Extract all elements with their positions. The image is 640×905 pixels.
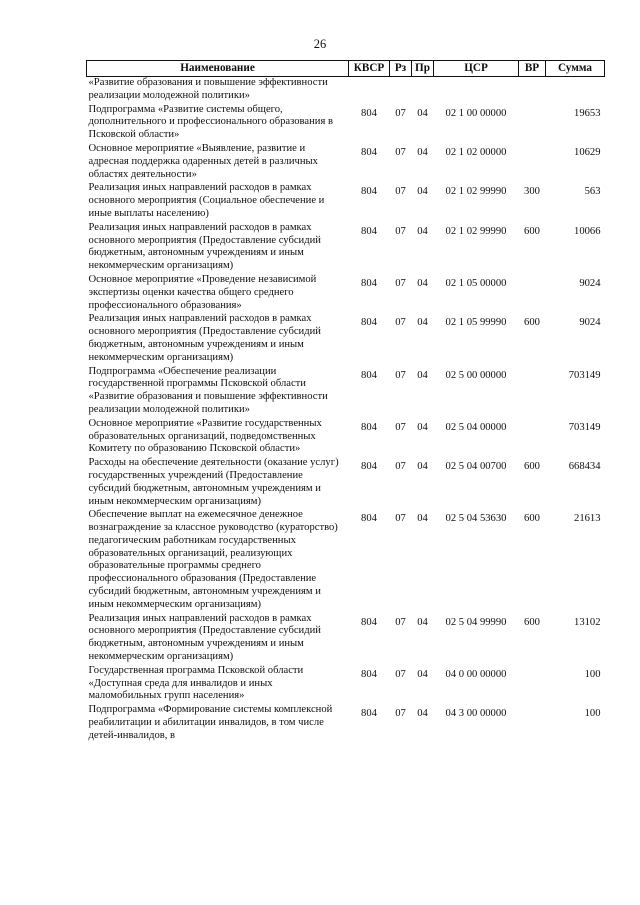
cell-csr: 02 1 02 99990 xyxy=(445,186,507,198)
cell-sum: 13102 xyxy=(574,616,601,628)
table-row xyxy=(87,77,605,104)
cell-rz xyxy=(390,77,412,104)
cell-rz: 07 xyxy=(395,461,406,473)
cell-sum: 19653 xyxy=(574,107,601,119)
cell-pr: 04 xyxy=(417,277,428,289)
cell-vr: 600 xyxy=(524,513,540,525)
cell-csr: 02 5 04 00000 xyxy=(445,421,507,433)
cell-rz: 07 xyxy=(395,616,406,628)
cell-rz: 07 xyxy=(395,277,406,289)
cell-kvsr: 804 xyxy=(361,616,377,628)
cell-vr xyxy=(519,143,546,182)
cell-sum: 703149 xyxy=(568,421,601,433)
header-vr: ВР xyxy=(519,61,546,77)
cell-csr: 02 5 00 00000 xyxy=(445,369,507,381)
cell-pr: 04 xyxy=(417,513,428,525)
cell-pr: 04 xyxy=(417,369,428,381)
cell-vr: 600 xyxy=(524,225,540,237)
cell-name: Государственная программа Псковской области «Доступная среда для инвалидов и иных маломобильных групп населения» xyxy=(88,664,304,702)
cell-sum: 563 xyxy=(584,186,601,198)
cell-pr: 04 xyxy=(417,461,428,473)
cell-csr: 04 3 00 00000 xyxy=(445,708,507,720)
cell-kvsr: 804 xyxy=(361,421,377,433)
cell-name: Подпрограмма «Формирование системы комплексной реабилитации и абилитации инвалидов, в том числе детей-инвалидов, в xyxy=(88,704,333,741)
cell-rz: 07 xyxy=(395,225,406,237)
cell-vr: 600 xyxy=(524,461,540,473)
cell-name: Расходы на обеспечение деятельности (оказание услуг) государственных учреждений (Предоставление субсидий бюджетным, автономным учреждениям и иным некоммерческим организациям) xyxy=(88,457,339,507)
cell-name: Подпрограмма «Развитие системы общего, дополнительного и профессионального образования в Псковской области» xyxy=(88,103,333,141)
cell-sum: 100 xyxy=(584,708,601,720)
cell-kvsr: 804 xyxy=(361,277,377,289)
cell-vr xyxy=(519,274,546,313)
cell-rz: 07 xyxy=(395,421,406,433)
cell-kvsr: 804 xyxy=(361,225,377,237)
cell-kvsr: 804 xyxy=(361,708,377,720)
cell-name: Основное мероприятие «Развитие государственных образовательных организаций, подведомственных Комитету по образованию Псковской области» xyxy=(88,417,322,455)
table-row xyxy=(87,366,605,418)
cell-kvsr: 804 xyxy=(361,668,377,680)
cell-vr xyxy=(519,77,546,104)
header-kvsr: КВСР xyxy=(349,61,390,77)
cell-sum: 100 xyxy=(584,668,601,680)
table-row xyxy=(87,274,605,313)
cell-name: Реализация иных направлений расходов в рамках основного мероприятия (Предоставление субсидий бюджетным, автономным учреждениям и иным некоммерческим организациям) xyxy=(88,313,321,363)
cell-sum: 9024 xyxy=(579,317,601,329)
header-row xyxy=(87,61,605,77)
table-row xyxy=(87,104,605,143)
table-row xyxy=(87,418,605,457)
table-row xyxy=(87,143,605,182)
page-number: 26 xyxy=(313,37,327,51)
cell-sum: 10629 xyxy=(574,146,601,158)
cell-vr xyxy=(519,366,546,418)
cell-csr: 02 5 04 99990 xyxy=(445,616,507,628)
cell-csr: 02 1 05 99990 xyxy=(445,317,507,329)
cell-pr: 04 xyxy=(417,616,428,628)
cell-kvsr: 804 xyxy=(361,513,377,525)
cell-rz: 07 xyxy=(395,107,406,119)
cell-pr: 04 xyxy=(417,186,428,198)
cell-pr: 04 xyxy=(417,421,428,433)
table-row xyxy=(87,613,605,665)
cell-csr: 02 5 04 53630 xyxy=(445,513,507,525)
cell-name: Основное мероприятие «Проведение независимой экспертизы оценки качества общего среднего профессионального образования» xyxy=(88,273,317,311)
cell-kvsr: 804 xyxy=(361,146,377,158)
cell-rz: 07 xyxy=(395,146,406,158)
cell-csr: 02 1 02 00000 xyxy=(445,146,507,158)
cell-rz: 07 xyxy=(395,668,406,680)
cell-csr: 02 1 05 00000 xyxy=(445,277,507,289)
table-row xyxy=(87,182,605,221)
cell-pr: 04 xyxy=(417,668,428,680)
cell-kvsr: 804 xyxy=(361,317,377,329)
cell-name: Основное мероприятие «Выявление, развитие и адресная поддержка одаренных детей в различных областях деятельности» xyxy=(88,142,318,180)
cell-sum: 10066 xyxy=(574,225,601,237)
cell-kvsr: 804 xyxy=(361,186,377,198)
cell-vr: 300 xyxy=(524,186,540,198)
cell-pr xyxy=(412,77,434,104)
cell-csr: 04 0 00 00000 xyxy=(445,668,507,680)
cell-vr xyxy=(519,665,546,704)
table-row xyxy=(87,313,605,365)
cell-rz: 07 xyxy=(395,186,406,198)
header-name: Наименование xyxy=(87,61,349,77)
cell-kvsr: 804 xyxy=(361,369,377,381)
cell-rz: 07 xyxy=(395,369,406,381)
table-row xyxy=(87,665,605,704)
cell-vr xyxy=(519,704,546,743)
cell-rz: 07 xyxy=(395,708,406,720)
cell-name: Обеспечение выплат на ежемесячное денежное вознаграждение за классное руководство (кураторство) педагогическим работникам государственных образовательных организаций, реализующих образовательные программы среднего профессионального образования (Предоставление субсидий бюджетным, автономным учреждениям и иным некоммерческим организациям) xyxy=(88,509,338,610)
cell-name: Подпрограмма «Обеспечение реализации государственной программы Псковской области «Развитие образования и повышение эффективности реализации молодежной политики» xyxy=(88,365,328,415)
cell-csr xyxy=(434,77,519,104)
header-sum: Сумма xyxy=(546,61,605,77)
cell-sum xyxy=(546,77,605,104)
cell-sum: 9024 xyxy=(579,277,601,289)
header-pr: Пр xyxy=(412,61,434,77)
table-row xyxy=(87,222,605,274)
cell-name: «Развитие образования и повышение эффективности реализации молодежной политики» xyxy=(88,77,328,101)
table-row xyxy=(87,457,605,509)
cell-vr xyxy=(519,418,546,457)
cell-kvsr: 804 xyxy=(361,107,377,119)
header-rz: Рз xyxy=(390,61,412,77)
table-body xyxy=(87,77,605,744)
budget-table xyxy=(86,60,605,744)
cell-sum: 668434 xyxy=(568,461,601,473)
cell-csr: 02 1 00 00000 xyxy=(445,107,507,119)
cell-csr: 02 1 02 99990 xyxy=(445,225,507,237)
cell-csr: 02 5 04 00700 xyxy=(445,461,507,473)
cell-name: Реализация иных направлений расходов в рамках основного мероприятия (Предоставление субсидий бюджетным, автономным учреждениям и иным некоммерческим организациям) xyxy=(88,221,321,272)
cell-sum: 21613 xyxy=(574,513,601,525)
cell-vr: 600 xyxy=(524,616,540,628)
cell-kvsr: 804 xyxy=(361,461,377,473)
cell-kvsr xyxy=(349,77,390,104)
cell-name: Реализация иных направлений расходов в рамках основного мероприятия (Социальное обеспечение и иные выплаты населению) xyxy=(88,182,325,219)
cell-vr xyxy=(519,104,546,143)
table-header xyxy=(87,61,605,77)
cell-vr: 600 xyxy=(524,317,540,329)
cell-name: Реализация иных направлений расходов в рамках основного мероприятия (Предоставление субсидий бюджетным, автономным учреждениям и иным некоммерческим организациям) xyxy=(88,612,321,663)
cell-rz: 07 xyxy=(395,513,406,525)
table-row xyxy=(87,704,605,743)
cell-pr: 04 xyxy=(417,225,428,237)
cell-pr: 04 xyxy=(417,107,428,119)
cell-pr: 04 xyxy=(417,146,428,158)
cell-pr: 04 xyxy=(417,317,428,329)
cell-pr: 04 xyxy=(417,708,428,720)
table-row xyxy=(87,509,605,612)
cell-sum: 703149 xyxy=(568,369,601,381)
cell-rz: 07 xyxy=(395,317,406,329)
header-csr: ЦСР xyxy=(434,61,519,77)
